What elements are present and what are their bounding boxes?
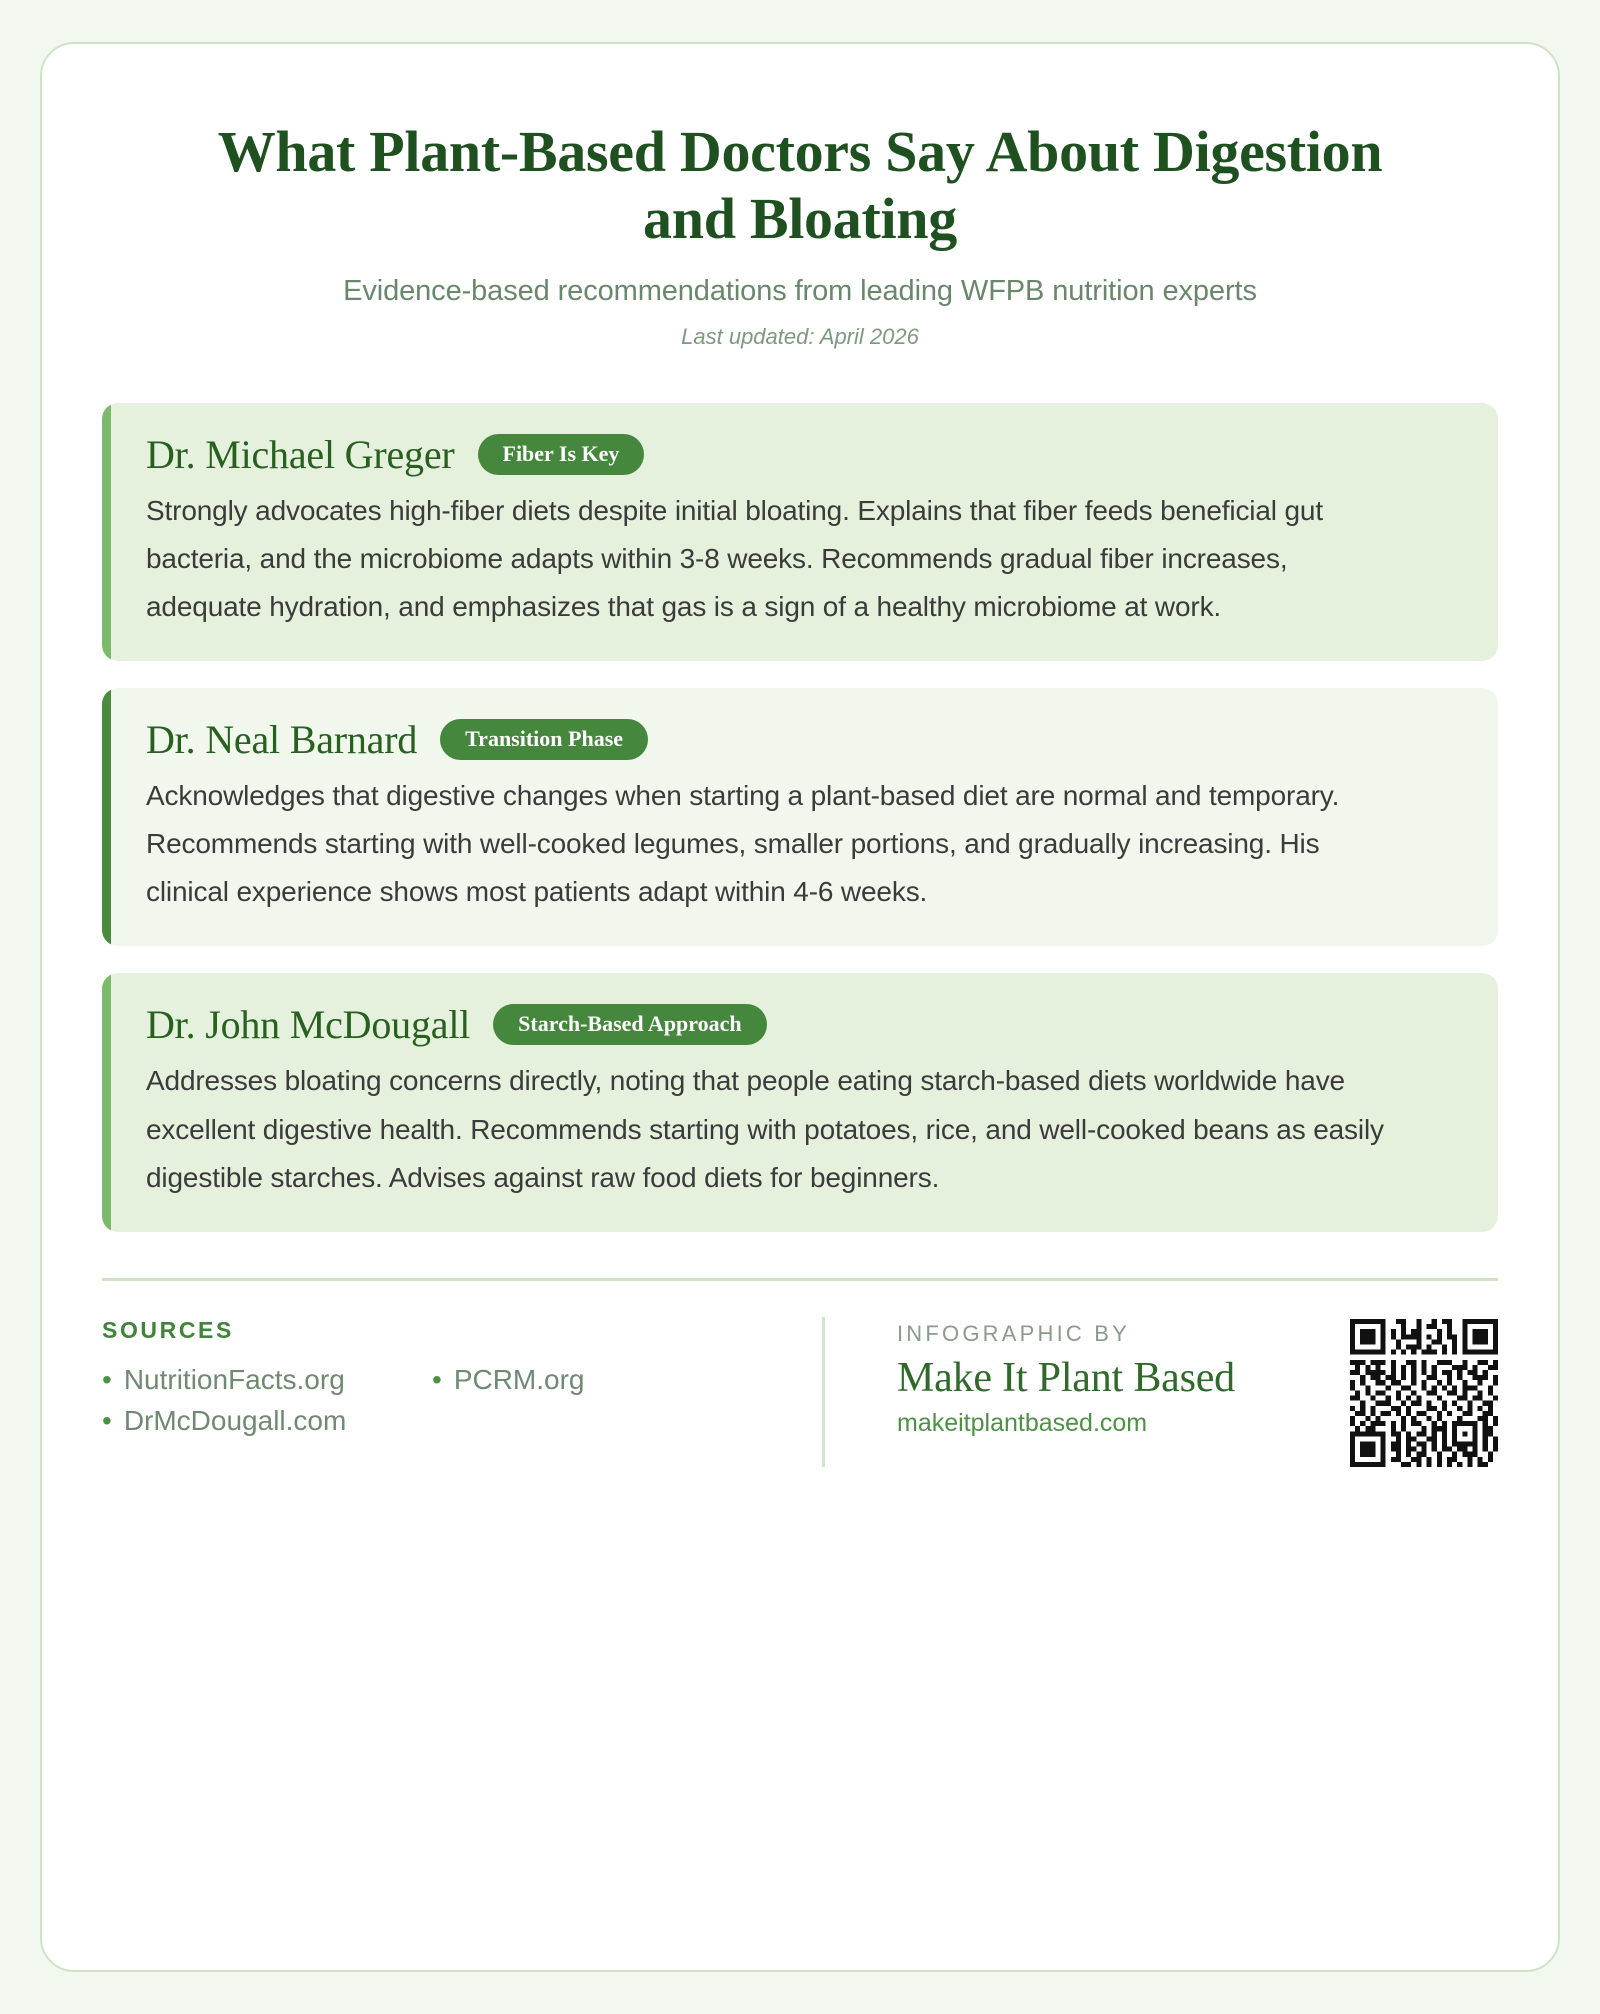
doctor-name: Dr. Neal Barnard <box>146 717 418 762</box>
doctor-summary: Strongly advocates high-fiber diets despite initial bloating. Explains that fiber feeds beneficial gut bacteria, and the microbiome adapts within 3-8 weeks. Recommends gradual fiber increases, adequate hydration, and emphasizes that gas is a sign of a healthy microbiome at work. <box>146 494 1323 622</box>
card-accent-bar <box>102 403 111 661</box>
doctor-name: Dr. John McDougall <box>146 1002 471 1048</box>
bullet-icon: • <box>102 1363 112 1395</box>
sources-section <box>102 1317 822 1437</box>
last-updated-text: Last updated: April 2026 <box>681 323 919 349</box>
source-label: DrMcDougall.com <box>123 1404 347 1436</box>
doctor-card <box>102 403 1498 661</box>
doctor-card-list <box>102 403 1498 1232</box>
source-item[interactable] <box>102 1364 432 1396</box>
doctor-card <box>102 688 1498 946</box>
brand-kicker: INFOGRAPHIC BY <box>897 1320 1131 1346</box>
status-badge: Starch-Based Approach <box>493 1004 767 1045</box>
bullet-icon: • <box>102 1404 112 1436</box>
brand-url[interactable]: makeitplantbased.com <box>897 1408 1148 1437</box>
doctor-name: Dr. Michael Greger <box>146 431 455 477</box>
status-badge: Fiber Is Key <box>478 434 645 475</box>
card-accent-bar <box>102 688 111 946</box>
infographic-sheet <box>40 42 1560 1972</box>
card-header <box>146 716 1454 763</box>
sources-list <box>102 1364 782 1437</box>
branding-section <box>822 1317 1498 1467</box>
card-header <box>146 1001 1454 1048</box>
card-header <box>146 431 1454 478</box>
doctor-card <box>102 973 1498 1231</box>
footer <box>102 1317 1498 1467</box>
footer-divider <box>102 1278 1498 1281</box>
card-accent-bar <box>102 973 111 1231</box>
source-label: NutritionFacts.org <box>123 1363 345 1395</box>
sources-label: SOURCES <box>102 1316 234 1343</box>
page-subtitle: Evidence-based recommendations from leading WFPB nutrition experts <box>343 274 1257 307</box>
source-item[interactable] <box>102 1405 432 1437</box>
brand-text-block <box>897 1317 1350 1438</box>
bullet-icon: • <box>432 1363 442 1395</box>
brand-name: Make It Plant Based <box>897 1354 1235 1401</box>
doctor-summary: Acknowledges that digestive changes when starting a plant-based diet are normal and temporary. Recommends starting with well-cooked legumes, smaller portions, and gradually increasing. His clinical experience shows most patients adapt within 4-6 weeks. <box>146 780 1340 908</box>
page-title: What Plant-Based Doctors Say About Digestion and Bloating <box>217 119 1383 252</box>
qr-code-icon[interactable] <box>1350 1319 1498 1467</box>
doctor-summary: Addresses bloating concerns directly, noting that people eating starch-based diets worldwide have excellent digestive health. Recommends starting with potatoes, rice, and well-cooked beans as easily digestible starches. Advises against raw food diets for beginners. <box>146 1065 1384 1193</box>
status-badge: Transition Phase <box>440 719 648 760</box>
header <box>102 118 1498 350</box>
source-label: PCRM.org <box>453 1363 585 1395</box>
source-item[interactable] <box>432 1364 762 1396</box>
